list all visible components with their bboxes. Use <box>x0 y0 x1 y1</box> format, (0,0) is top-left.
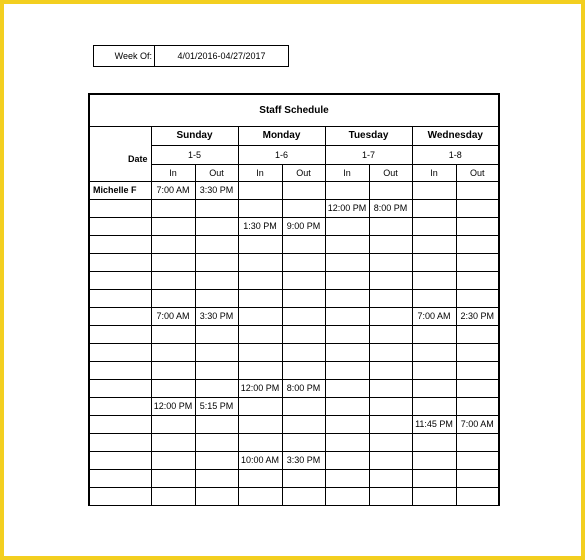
time-in-cell[interactable] <box>325 451 369 469</box>
time-out-cell[interactable] <box>282 469 325 487</box>
staff-name-cell[interactable] <box>89 199 151 217</box>
time-in-cell[interactable] <box>151 379 195 397</box>
time-in-cell[interactable] <box>238 253 282 271</box>
time-out-cell[interactable] <box>456 469 499 487</box>
time-in-cell[interactable] <box>151 235 195 253</box>
time-in-cell[interactable] <box>325 361 369 379</box>
time-out-cell[interactable] <box>282 181 325 199</box>
time-out-cell[interactable]: 8:00 PM <box>369 199 412 217</box>
time-in-cell[interactable]: 7:00 AM <box>151 181 195 199</box>
in-header: In <box>151 164 195 181</box>
week-of-label: Week Of: <box>94 46 155 66</box>
time-in-cell[interactable] <box>151 325 195 343</box>
table-row <box>89 181 499 199</box>
time-out-cell[interactable] <box>282 235 325 253</box>
time-out-cell[interactable] <box>369 469 412 487</box>
time-out-cell[interactable] <box>369 487 412 505</box>
time-out-cell[interactable]: 3:30 PM <box>195 181 238 199</box>
time-out-cell[interactable]: 9:00 PM <box>282 217 325 235</box>
time-out-cell[interactable] <box>369 289 412 307</box>
time-in-cell[interactable] <box>325 415 369 433</box>
time-out-cell[interactable] <box>195 325 238 343</box>
time-out-cell[interactable] <box>282 253 325 271</box>
time-out-cell[interactable] <box>456 289 499 307</box>
date-sunday: 1-5 <box>151 145 238 164</box>
table-row <box>89 289 499 307</box>
date-monday: 1-6 <box>238 145 325 164</box>
time-in-cell[interactable] <box>412 181 456 199</box>
time-in-cell[interactable] <box>325 379 369 397</box>
time-in-cell[interactable] <box>325 271 369 289</box>
time-in-cell[interactable] <box>325 343 369 361</box>
time-in-cell[interactable] <box>151 199 195 217</box>
time-in-cell[interactable] <box>412 289 456 307</box>
time-out-cell[interactable]: 8:00 PM <box>282 379 325 397</box>
table-row <box>89 433 499 451</box>
time-in-cell[interactable]: 7:00 AM <box>412 307 456 325</box>
time-in-cell[interactable] <box>412 235 456 253</box>
time-in-cell[interactable] <box>238 199 282 217</box>
staff-name-cell[interactable] <box>89 469 151 487</box>
time-out-cell[interactable] <box>195 361 238 379</box>
time-out-cell[interactable] <box>369 307 412 325</box>
time-out-cell[interactable]: 3:30 PM <box>282 451 325 469</box>
out-header: Out <box>456 164 499 181</box>
time-out-cell[interactable] <box>456 361 499 379</box>
time-out-cell[interactable] <box>456 433 499 451</box>
week-of-value[interactable]: 4/01/2016-04/27/2017 <box>177 51 266 61</box>
time-in-cell[interactable] <box>412 253 456 271</box>
day-header-sunday: Sunday <box>151 126 238 145</box>
staff-name-cell[interactable] <box>89 271 151 289</box>
staff-name-cell[interactable] <box>89 289 151 307</box>
time-in-cell[interactable]: 10:00 AM <box>238 451 282 469</box>
time-in-cell[interactable] <box>238 397 282 415</box>
staff-name-cell[interactable] <box>89 235 151 253</box>
time-out-cell[interactable]: 2:30 PM <box>456 307 499 325</box>
time-in-cell[interactable] <box>238 307 282 325</box>
time-in-cell[interactable] <box>238 433 282 451</box>
time-out-cell[interactable] <box>195 217 238 235</box>
staff-name-cell[interactable] <box>89 307 151 325</box>
time-out-cell[interactable] <box>369 361 412 379</box>
time-in-cell[interactable]: 12:00 PM <box>238 379 282 397</box>
time-in-cell[interactable]: 12:00 PM <box>325 199 369 217</box>
time-in-cell[interactable] <box>412 361 456 379</box>
time-out-cell[interactable] <box>282 361 325 379</box>
time-out-cell[interactable] <box>282 343 325 361</box>
time-out-cell[interactable] <box>369 379 412 397</box>
staff-name-cell[interactable]: Michelle F <box>89 181 151 199</box>
date-wednesday: 1-8 <box>412 145 499 164</box>
time-out-cell[interactable] <box>369 343 412 361</box>
time-out-cell[interactable] <box>369 325 412 343</box>
table-row <box>89 451 499 469</box>
table-row <box>89 415 499 433</box>
blank-corner-cell[interactable] <box>89 126 151 145</box>
time-in-cell[interactable] <box>151 433 195 451</box>
time-in-cell[interactable] <box>238 289 282 307</box>
time-in-cell[interactable] <box>238 415 282 433</box>
table-row <box>89 307 499 325</box>
time-in-cell[interactable]: 7:00 AM <box>151 307 195 325</box>
table-row <box>89 469 499 487</box>
table-row <box>89 343 499 361</box>
time-in-cell[interactable] <box>412 199 456 217</box>
time-out-cell[interactable] <box>282 325 325 343</box>
time-out-cell[interactable] <box>456 235 499 253</box>
time-in-cell[interactable] <box>412 271 456 289</box>
time-out-cell[interactable] <box>456 397 499 415</box>
table-row <box>89 325 499 343</box>
out-header: Out <box>282 164 325 181</box>
time-out-cell[interactable] <box>282 487 325 505</box>
week-of-box <box>93 45 289 67</box>
time-out-cell[interactable] <box>195 199 238 217</box>
time-out-cell[interactable] <box>195 469 238 487</box>
staff-schedule-table <box>88 93 500 506</box>
date-label: Date <box>89 145 151 164</box>
time-out-cell[interactable] <box>369 397 412 415</box>
time-in-cell[interactable] <box>325 487 369 505</box>
time-in-cell[interactable] <box>238 469 282 487</box>
schedule-title: Staff Schedule <box>89 94 499 126</box>
time-out-cell[interactable]: 5:15 PM <box>195 397 238 415</box>
time-out-cell[interactable] <box>282 199 325 217</box>
staff-name-cell[interactable] <box>89 487 151 505</box>
table-row <box>89 199 499 217</box>
time-in-cell[interactable] <box>325 181 369 199</box>
time-in-cell[interactable] <box>325 253 369 271</box>
time-out-cell[interactable] <box>282 415 325 433</box>
time-in-cell[interactable] <box>412 217 456 235</box>
time-in-cell[interactable] <box>238 235 282 253</box>
staff-name-cell[interactable] <box>89 379 151 397</box>
time-in-cell[interactable] <box>412 487 456 505</box>
table-row <box>89 379 499 397</box>
time-out-cell[interactable] <box>369 451 412 469</box>
time-out-cell[interactable] <box>195 415 238 433</box>
time-in-cell[interactable] <box>151 343 195 361</box>
time-out-cell[interactable] <box>282 271 325 289</box>
time-in-cell[interactable] <box>151 487 195 505</box>
time-out-cell[interactable] <box>456 253 499 271</box>
time-in-cell[interactable] <box>325 217 369 235</box>
time-in-cell[interactable] <box>325 397 369 415</box>
time-in-cell[interactable]: 1:30 PM <box>238 217 282 235</box>
time-in-cell[interactable] <box>151 253 195 271</box>
table-row <box>89 361 499 379</box>
time-in-cell[interactable] <box>151 361 195 379</box>
time-in-cell[interactable] <box>412 325 456 343</box>
in-header: In <box>238 164 282 181</box>
time-out-cell[interactable] <box>456 343 499 361</box>
table-row <box>89 397 499 415</box>
time-in-cell[interactable] <box>238 325 282 343</box>
time-in-cell[interactable] <box>325 307 369 325</box>
table-row <box>89 271 499 289</box>
time-out-cell[interactable] <box>456 487 499 505</box>
time-out-cell[interactable] <box>195 289 238 307</box>
day-header-monday: Monday <box>238 126 325 145</box>
in-header: In <box>325 164 369 181</box>
time-out-cell[interactable] <box>195 253 238 271</box>
time-out-cell[interactable] <box>456 325 499 343</box>
staff-name-cell[interactable] <box>89 397 151 415</box>
staff-name-cell[interactable] <box>89 325 151 343</box>
time-out-cell[interactable] <box>456 217 499 235</box>
time-in-cell[interactable] <box>151 469 195 487</box>
time-out-cell[interactable] <box>456 451 499 469</box>
time-in-cell[interactable] <box>325 289 369 307</box>
time-out-cell[interactable] <box>282 307 325 325</box>
time-out-cell[interactable] <box>456 199 499 217</box>
time-in-cell[interactable]: 12:00 PM <box>151 397 195 415</box>
day-header-wednesday: Wednesday <box>412 126 499 145</box>
day-header-tuesday: Tuesday <box>325 126 412 145</box>
table-row <box>89 253 499 271</box>
time-in-cell[interactable] <box>238 271 282 289</box>
time-out-cell[interactable] <box>195 235 238 253</box>
time-in-cell[interactable] <box>325 235 369 253</box>
time-in-cell[interactable] <box>238 487 282 505</box>
date-tuesday: 1-7 <box>325 145 412 164</box>
table-row <box>89 487 499 505</box>
time-out-cell[interactable] <box>195 271 238 289</box>
time-out-cell[interactable] <box>456 271 499 289</box>
time-in-cell[interactable] <box>325 325 369 343</box>
time-out-cell[interactable] <box>369 235 412 253</box>
time-out-cell[interactable] <box>369 271 412 289</box>
table-row <box>89 217 499 235</box>
staff-name-cell[interactable] <box>89 253 151 271</box>
time-in-cell[interactable] <box>412 343 456 361</box>
time-in-cell[interactable] <box>412 433 456 451</box>
staff-name-cell[interactable] <box>89 433 151 451</box>
time-out-cell[interactable] <box>369 433 412 451</box>
time-out-cell[interactable] <box>456 181 499 199</box>
time-in-cell[interactable] <box>325 469 369 487</box>
time-in-cell[interactable] <box>151 415 195 433</box>
blank-label-cell[interactable] <box>89 164 151 181</box>
time-out-cell[interactable] <box>369 181 412 199</box>
time-in-cell[interactable] <box>325 433 369 451</box>
time-in-cell[interactable] <box>412 379 456 397</box>
time-in-cell[interactable] <box>412 397 456 415</box>
out-header: Out <box>195 164 238 181</box>
time-out-cell[interactable] <box>195 451 238 469</box>
staff-name-cell[interactable] <box>89 415 151 433</box>
time-in-cell[interactable] <box>151 451 195 469</box>
time-in-cell[interactable] <box>151 289 195 307</box>
time-out-cell[interactable] <box>282 289 325 307</box>
time-in-cell[interactable] <box>238 361 282 379</box>
time-out-cell[interactable] <box>369 253 412 271</box>
time-out-cell[interactable] <box>369 217 412 235</box>
time-in-cell[interactable] <box>151 271 195 289</box>
time-out-cell[interactable] <box>369 415 412 433</box>
time-in-cell[interactable] <box>238 343 282 361</box>
time-in-cell[interactable] <box>238 181 282 199</box>
time-out-cell[interactable] <box>195 487 238 505</box>
time-out-cell[interactable] <box>195 379 238 397</box>
time-out-cell[interactable] <box>456 379 499 397</box>
out-header: Out <box>369 164 412 181</box>
time-in-cell[interactable] <box>151 217 195 235</box>
staff-name-cell[interactable] <box>89 361 151 379</box>
time-in-cell[interactable] <box>412 469 456 487</box>
time-out-cell[interactable]: 7:00 AM <box>456 415 499 433</box>
staff-name-cell[interactable] <box>89 343 151 361</box>
staff-name-cell[interactable] <box>89 217 151 235</box>
time-in-cell[interactable]: 11:45 PM <box>412 415 456 433</box>
staff-name-cell[interactable] <box>89 451 151 469</box>
table-row <box>89 235 499 253</box>
in-header: In <box>412 164 456 181</box>
time-out-cell[interactable] <box>282 397 325 415</box>
time-out-cell[interactable] <box>195 343 238 361</box>
time-in-cell[interactable] <box>412 451 456 469</box>
time-out-cell[interactable] <box>282 433 325 451</box>
time-out-cell[interactable]: 3:30 PM <box>195 307 238 325</box>
time-out-cell[interactable] <box>195 433 238 451</box>
